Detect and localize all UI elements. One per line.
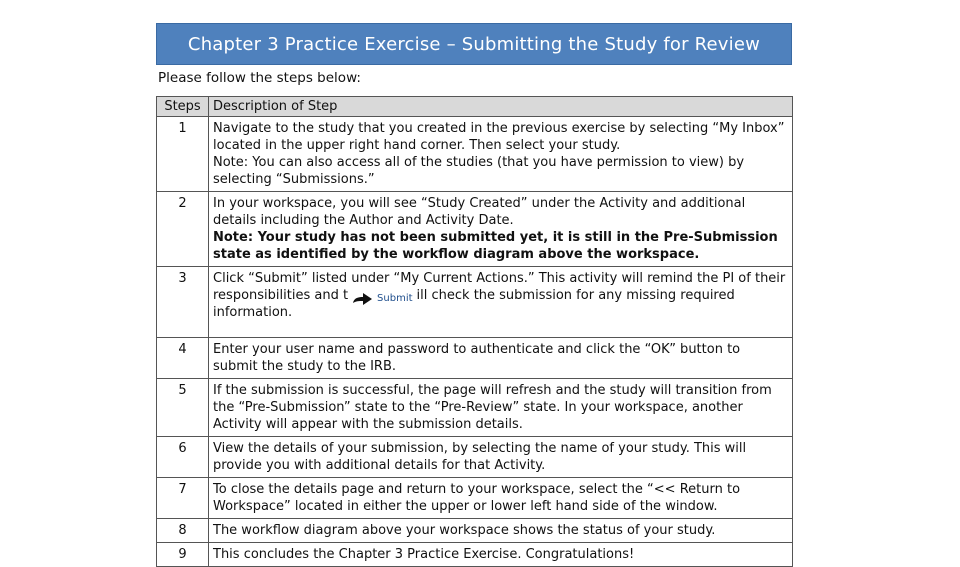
table-row [157,338,793,379]
step-text-pre: Click “Submit” listed under “My Current Actions.” This activity will remind the PI of their responsibilities and t [213,271,786,303]
step-line: View the details of your submission, by selecting the name of your study. This will provide you with additional details for that Activity. [213,441,747,473]
step-note-bold: Note: Your study has not been submitted yet, it is still in the Pre-Submission state as identified by the workflow diagram above the workspace. [213,230,778,262]
steps-table [156,96,793,567]
step-number: 4 [157,338,209,379]
step-number: 9 [157,543,209,567]
step-note: Note: You can also access all of the studies (that you have permission to view) by selecting “Submissions.” [213,155,745,187]
step-line: To close the details page and return to your workspace, select the “<< Return to Workspace” located in either the upper or lower left hand side of the window. [213,482,741,514]
submit-chip-label: Submit [377,293,413,304]
table-row [157,192,793,267]
table-row [157,117,793,192]
step-line: In your workspace, you will see “Study Created” under the Activity and additional details including the Author and Activity Date. [213,196,746,228]
arrow-right-icon [352,292,374,306]
step-description [209,543,793,567]
table-row [157,519,793,543]
table-header-row [157,97,793,117]
step-line: This concludes the Chapter 3 Practice Exercise. Congratulations! [213,547,635,562]
step-description [209,437,793,478]
step-description [209,519,793,543]
step-description [209,338,793,379]
table-row [157,543,793,567]
step-description [209,379,793,437]
table-row [157,267,793,338]
table-row [157,379,793,437]
step-line: Enter your user name and password to authenticate and click the “OK” button to submit the study to the IRB. [213,342,741,374]
step-line: If the submission is successful, the page will refresh and the study will transition from the “Pre-Submission” state to the “Pre-Review” state. In your workspace, another Activity will appear with the submission details. [213,383,772,432]
step-description [209,192,793,267]
table-row [157,478,793,519]
step-number: 7 [157,478,209,519]
table-row [157,437,793,478]
step-description [209,267,793,338]
header-steps: Steps [157,97,209,117]
intro-text: Please follow the steps below: [158,70,361,86]
step-number: 8 [157,519,209,543]
step-line: Navigate to the study that you created in the previous exercise by selecting “My Inbox” located in the upper right hand corner. Then select your study. [213,121,785,153]
page-title: Chapter 3 Practice Exercise – Submitting the Study for Review [156,23,792,65]
step-description [209,478,793,519]
step-number: 3 [157,267,209,338]
step-number: 2 [157,192,209,267]
step-text-post: ill check the submission for any missing required information. [213,288,735,320]
step-number: 1 [157,117,209,192]
submit-button-image [348,290,416,307]
step-number: 6 [157,437,209,478]
step-description [209,117,793,192]
step-number: 5 [157,379,209,437]
header-description: Description of Step [209,97,793,117]
step-line: The workflow diagram above your workspace shows the status of your study. [213,523,716,538]
